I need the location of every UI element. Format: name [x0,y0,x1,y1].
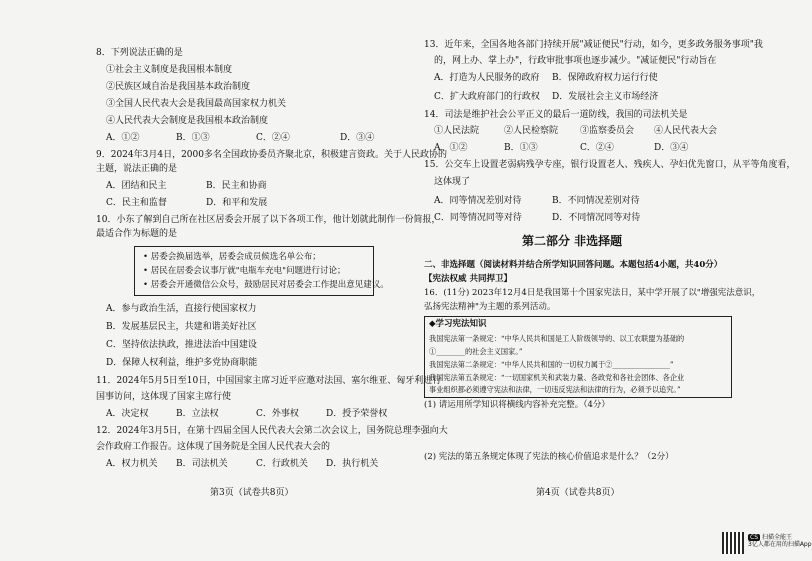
scanner-logo: CS [750,534,758,541]
q16-box-line: 我国宪法第五条规定：“一切国家机关和武装力量、各政党和各社会团体、各企业 [429,373,685,382]
scanner-watermark [748,534,812,548]
q16-stem: 弘扬宪法精神"为主题的系列活动。 [424,302,556,312]
q8-item: ②民族区域自治是我国基本政治制度 [106,82,251,92]
q15-option: C．同等情况同等对待 [434,213,522,223]
q10-stem: 10．小东了解到自己所在社区居委会开展了以下各项工作，他计划就此制作一份简报， [96,215,441,225]
section-title: 第二部分 非选择题 [522,234,623,248]
scanner-tagline: 3亿人都在用的扫描App [748,541,812,548]
q14-option: C．②④ [580,143,614,153]
q9-option: D．和平和发展 [206,198,268,208]
q14-stem: 14．司法是维护社会公平正义的最后一道防线，我国的司法机关是 [424,110,688,120]
q12-option: C．行政机关 [256,459,308,469]
q9-stem: 9．2024年3月4日，2000多名全国政协委员齐聚北京，积极建言资政。关于人民政协的 [96,150,447,160]
q14-item: ①人民法院 [434,126,480,136]
q8-item: ③全国人民代表大会是我国最高国家权力机关 [106,99,287,109]
q9-stem: 主题，说法正确的是 [96,164,178,174]
q15-stem: 15．公交车上设置老弱病残孕专座，银行设置老人、残疾人、孕妇优先窗口，从平等角度看， [424,160,796,170]
scanner-name: 扫描全能王 [762,534,793,541]
qr-code-icon [722,532,744,554]
q10-option: B．发展基层民主，共建和谐美好社区 [106,322,257,332]
q10-box-line: • 居委会换届选举，居委会成员候选名单公布； [143,252,321,262]
q15-option: B．不同情况差别对待 [552,196,640,206]
q10-stem: 最适合作为标题的是 [96,229,178,239]
q16-box-line: ①________的社会主义国家。” [429,347,523,356]
q11-option: B．立法权 [176,409,219,419]
q10-option: A．参与政治生活，直接行使国家权力 [106,304,257,314]
q13-option: C．扩大政府部门的行政权 [434,92,540,102]
q11-option: A．决定权 [106,409,149,419]
q10-box-line: • 居民在居委会议事厅就"电瓶车充电"问题进行讨论； [143,266,346,276]
q11-stem: 11．2024年5月5日至10日，中国国家主席习近平应邀对法国、塞尔维亚、匈牙利进行 [96,376,442,386]
q8-option: D．③④ [340,133,375,143]
q10-box-line: • 居委会开通微信公众号，鼓励居民对居委会工作提出意见建议。 [143,280,389,290]
q15-stem: 这体现了 [434,177,471,187]
q8-option: B．①③ [176,133,210,143]
subtopic-heading: 【宪法权威 共同捍卫】 [424,274,512,284]
q12-option: D．执行机关 [326,459,379,469]
q15-option: D．不同情况同等对待 [552,213,641,223]
q13-option: D．发展社会主义市场经济 [552,92,659,102]
q14-option: B．①③ [504,143,538,153]
q10-material-box [134,246,389,296]
q12-option: A．权力机关 [106,459,158,469]
q8-stem: 8．下列说法正确的是 [96,48,183,58]
q9-option: B．民主和协商 [206,181,267,191]
q10-option: C．坚持依法执政，推进法治中国建设 [106,340,257,350]
q15-option: A．同等情况差别对待 [434,196,522,206]
q10-option: D．保障人权利益，维护多党协商职能 [106,358,258,368]
q16-sub1: (1) 请运用所学知识将横线内容补充完整。（4分） [424,400,610,410]
q16-box-title: ◆学习宪法知识 [429,319,487,329]
q14-option: D．③④ [654,143,689,153]
q11-stem: 国事访问，这体现了国家主席行使 [96,392,232,402]
q16-box-line: 事业组织都必须遵守宪法和法律，一切违反宪法和法律的行为，必须予以追究。” [429,385,681,394]
q12-stem: 会作政府工作报告。这体现了国务院是全国人民代表大会的 [96,442,331,452]
q16-box-line: 我国宪法第二条规定：“中华人民共和国的一切权力属于②________________” [429,360,674,369]
q8-item: ①社会主义制度是我国根本制度 [106,65,233,75]
q13-option: B．保障政府权力运行行使 [552,73,658,83]
q12-stem: 12．2024年3月5日，在第十四届全国人民代表大会第二次会议上，国务院总理李强向大 [96,426,448,436]
q12-option: B．司法机关 [176,459,228,469]
q13-option: A．打造为人民服务的政府 [434,73,540,83]
section-note: 二、非选择题（阅读材料并结合所学知识回答问题。本题包括4小题，共40分） [424,260,723,270]
left-page-footer: 第3页（试卷共8页） [210,488,294,498]
q9-option: C．民主和监督 [106,198,167,208]
q16-sub2: (2) 宪法的第五条规定体现了宪法的核心价值追求是什么？（2分） [424,452,674,462]
q16-stem: 16．(11分) 2023年12月4日是我国第十个国家宪法日，某中学开展了以"增强宪法意识， [424,288,761,298]
q8-option: A．①② [106,133,140,143]
q11-option: C．外事权 [256,409,299,419]
right-page [400,0,794,561]
q11-option: D．授予荣誉权 [326,409,388,419]
q13-stem: 13．近年来，全国各地各部门持续开展"减证便民"行动，如今，更多政务服务事项"我 [424,40,763,50]
q16-box-line: 我国宪法第一条规定：“中华人民共和国是工人阶级领导的、以工农联盟为基础的 [429,334,685,343]
q14-item: ③监察委员会 [580,126,635,136]
q14-option: A．①② [434,143,468,153]
q13-stem: 的，网上办、掌上办"，行政审批事项也逐步减少。"减证便民"行动旨在 [434,56,717,66]
q16-material-box [424,316,732,398]
q8-item: ④人民代表大会制度是我国根本政治制度 [106,116,269,126]
q14-item: ④人民代表大会 [654,126,718,136]
q8-option: C．②④ [256,133,290,143]
right-page-footer: 第4页（试卷共8页） [536,488,620,498]
q14-item: ②人民检察院 [504,126,559,136]
q9-option: A．团结和民主 [106,181,167,191]
